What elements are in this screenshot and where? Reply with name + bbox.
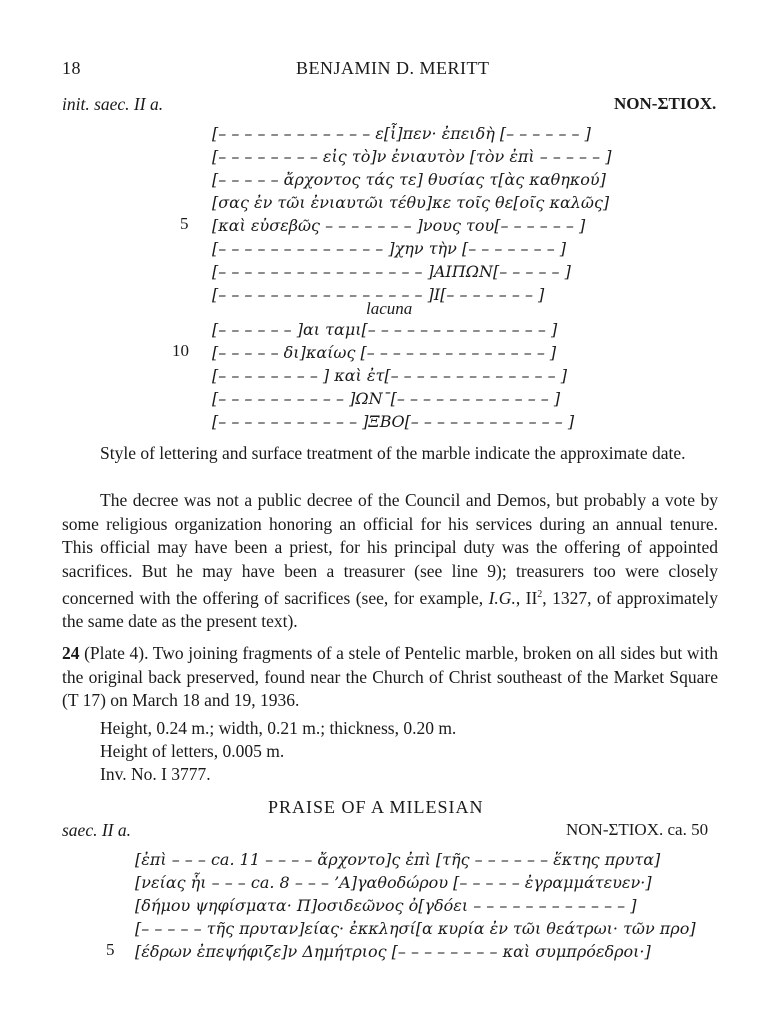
inscription-line: [– – – – – – – – – – – – – – – – ]Ι[– – – – – – – ]	[212, 285, 545, 304]
inscription-line: [– – – – – – – – – – ]ΩΝ¯[– – – – – – – – – – – – ]	[212, 389, 561, 408]
entry-number: 24	[62, 643, 80, 663]
inscription-line: [σας ἐν τῶι ἐνιαυτῶι τέθυ]κε τοῖς θε[οῖς καλῶς]	[212, 193, 610, 212]
measurement-line: Height of letters, 0.005 m.	[100, 741, 285, 761]
page-number: 18	[62, 58, 81, 78]
inscription-line: [– – – – – – – – – – – ]ΞΒΟ[– – – – – – – – – – – – ]	[212, 412, 575, 431]
inscription-line: [καὶ εὐσεβῶς – – – – – – – ]νους του[– – – – – – ]	[212, 216, 586, 235]
inscription-line: [δήμου ψηφίσματα· Π]οσιδεῶνος ὀ[γδόει – – – – – – – – – – – – ]	[135, 896, 637, 915]
inscription-line: [έδρων ἐπεψήφιζε]ν Δημήτριος [– – – – – – – – καὶ συμπρόεδροι·]	[135, 942, 651, 961]
inscription-line: [– – – – – – – – – – – – – ]χην τὴν [– – – – – – – ]	[212, 239, 567, 258]
inscription-line: [– – – – – – ]αι ταμι[– – – – – – – – – – – – – – ]	[212, 320, 558, 339]
text-date: saec. II a.	[62, 820, 132, 840]
commentary-paragraph: The decree was not a public decree of the Council and Demos, but probably a vote by some religious organization honoring an official for his services during an annual tenure. This official may have been a priest, for his principal duty was the offering of appointed sacrifices. But he may have been a treasurer (see line 9); treasurers too were closely concerned with the offering of sacrifices (see, for example, I.G., $II^2$, 1327, of approximately the same date as the present text).	[62, 490, 719, 632]
line-number: 5	[106, 940, 115, 959]
inscription-line: [– – – – – δι]καίως [– – – – – – – – – – – – – – ]	[212, 343, 557, 362]
inscription-line: [– – – – – – – – εἰς τὸ]ν ἐνιαυτὸν [τὸν ἐπὶ – – – – – ]	[212, 147, 612, 166]
lacuna-label: lacuna	[366, 299, 413, 318]
inscription-line: [– – – – – – – – – – – – ε[ἶ]πεν· ἐπειδὴ [– – – – – – ]	[212, 124, 591, 143]
running-title: BENJAMIN D. MERITT	[296, 58, 490, 78]
inscription-line: [νείας ἧι – – – ca. 8 – – – ’Α]γαθοδώρου [– – – – – ἐγραμμάτευεν·]	[135, 873, 652, 892]
entry-paragraph: 24 (Plate 4). Two joining fragments of a stele of Pentelic marble, broken on all sides but with the original back preserved, found near the Church of Christ southeast of the Market Square (T 17) on March 18 and 19, 1936.	[62, 643, 718, 710]
line-number: 10	[172, 341, 189, 360]
inscription-line: [– – – – – τῆς πρυταν]είας· ἐκκλησί[α κυρία ἐν τῶι θεάτρωι· τῶν προ]	[135, 919, 696, 938]
inscription-date: init. saec. II a.	[62, 94, 164, 114]
inscription-line: [ἐπὶ – – – ca. 11 – – – – ἄρχοντο]ς ἐπὶ [τῆς – – – – – – ἕκτης πρυτα]	[135, 850, 661, 869]
inscription-line: [– – – – – – – – – – – – – – – – ]ΑΙΠΩΝ[– – – – – ]	[212, 262, 571, 281]
measurement-line: Inv. No. I 3777.	[100, 764, 211, 784]
inscription-line: [– – – – – ἄρχοντος τάς τε] θυσίας τ[ὰς καθηκού]	[212, 170, 606, 189]
measurement-line: Height, 0.24 m.; width, 0.21 m.; thickness, 0.20 m.	[100, 718, 457, 738]
text-style: NON-ΣΤΙΟΧ. ca. 50	[566, 820, 709, 839]
section-title: PRAISE OF A MILESIAN	[268, 797, 484, 817]
line-number: 5	[180, 214, 189, 233]
inscription-style: NON-ΣΤΙΟΧ.	[614, 94, 717, 113]
commentary-paragraph: Style of lettering and surface treatment of the marble indicate the approximate date.	[100, 443, 686, 463]
inscription-line: [– – – – – – – – ] καὶ ἐτ[– – – – – – – – – – – – – ]	[212, 366, 567, 385]
